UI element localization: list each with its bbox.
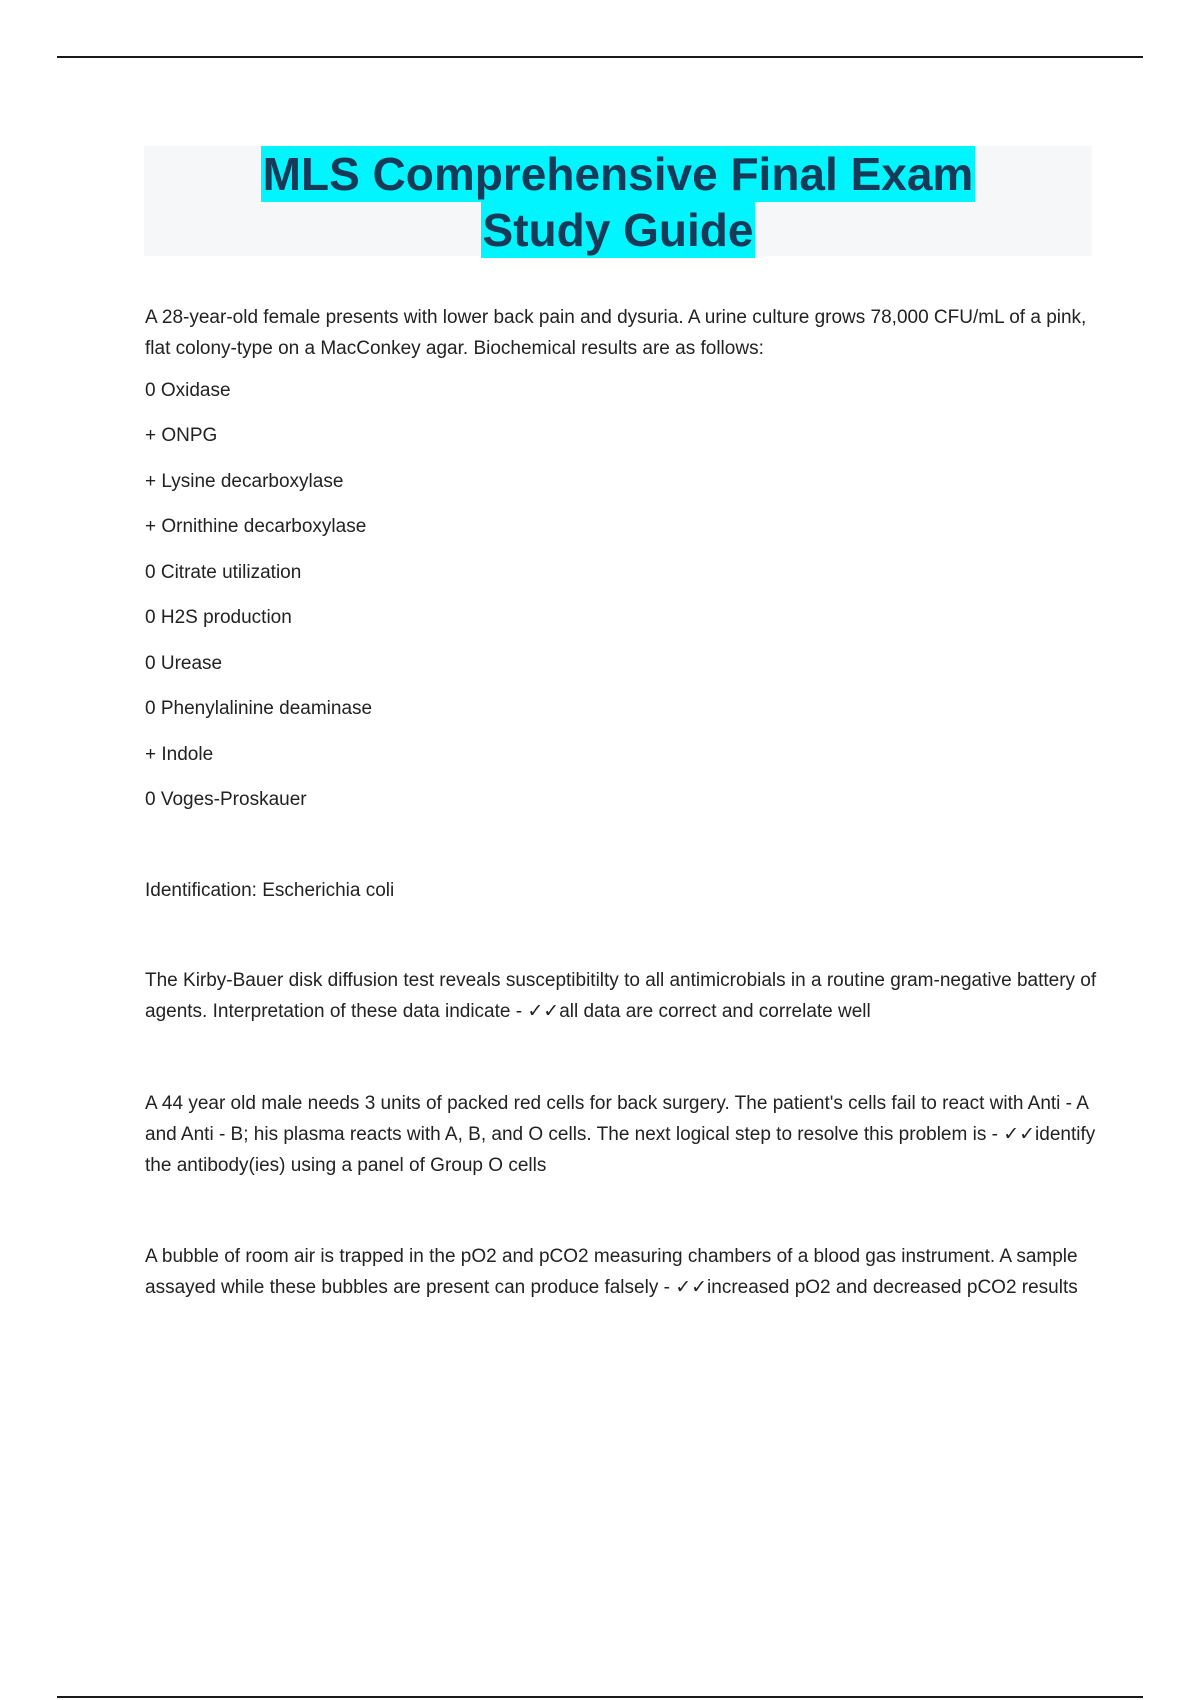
top-rule [57,56,1143,58]
result-urease: 0 Urease [145,653,223,674]
result-voges-proskauer: 0 Voges-Proskauer [145,789,307,810]
result-oxidase: 0 Oxidase [145,380,231,401]
page-title-line-1: MLS Comprehensive Final Exam [262,148,974,200]
bottom-rule [57,1696,1143,1698]
result-indole: + Indole [145,744,214,765]
identification-line: Identification: Escherichia coli [145,880,395,901]
case-intro-paragraph: A 28-year-old female presents with lower back pain and dysuria. A urine culture grows 78,000 CFU/mL of a pink, flat colony-type on a MacConkey agar. Biochemical results are as follows: [145,307,1087,359]
result-onpg: + ONPG [145,425,218,446]
result-citrate: 0 Citrate utilization [145,562,302,583]
result-ornithine: + Ornithine decarboxylase [145,516,367,537]
result-h2s: 0 H2S production [145,607,292,628]
result-lysine: + Lysine decarboxylase [145,471,344,492]
question-blood-gas: A bubble of room air is trapped in the pO2 and pCO2 measuring chambers of a blood gas instrument. A sample assayed while these bubbles are present can produce falsely - ✓✓increased pO2 and decreased pCO2 results [145,1246,1078,1298]
question-kirby-bauer: The Kirby-Bauer disk diffusion test reveals susceptibitilty to all antimicrobials in a routine gram-negative battery of agents. Interpretation of these data indicate - ✓✓all data are correct and correlate well [145,970,1097,1022]
question-blood-bank: A 44 year old male needs 3 units of packed red cells for back surgery. The patient's cells fail to react with Anti - A and Anti - B; his plasma reacts with A, B, and O cells. The next logical step to resolve this problem is - ✓✓identify the antibody(ies) using a panel of Group O cells [145,1093,1096,1176]
result-phenylalanine: 0 Phenylalinine deaminase [145,698,373,719]
page-title-line-2: Study Guide [482,204,754,256]
title-banner [144,146,1092,256]
